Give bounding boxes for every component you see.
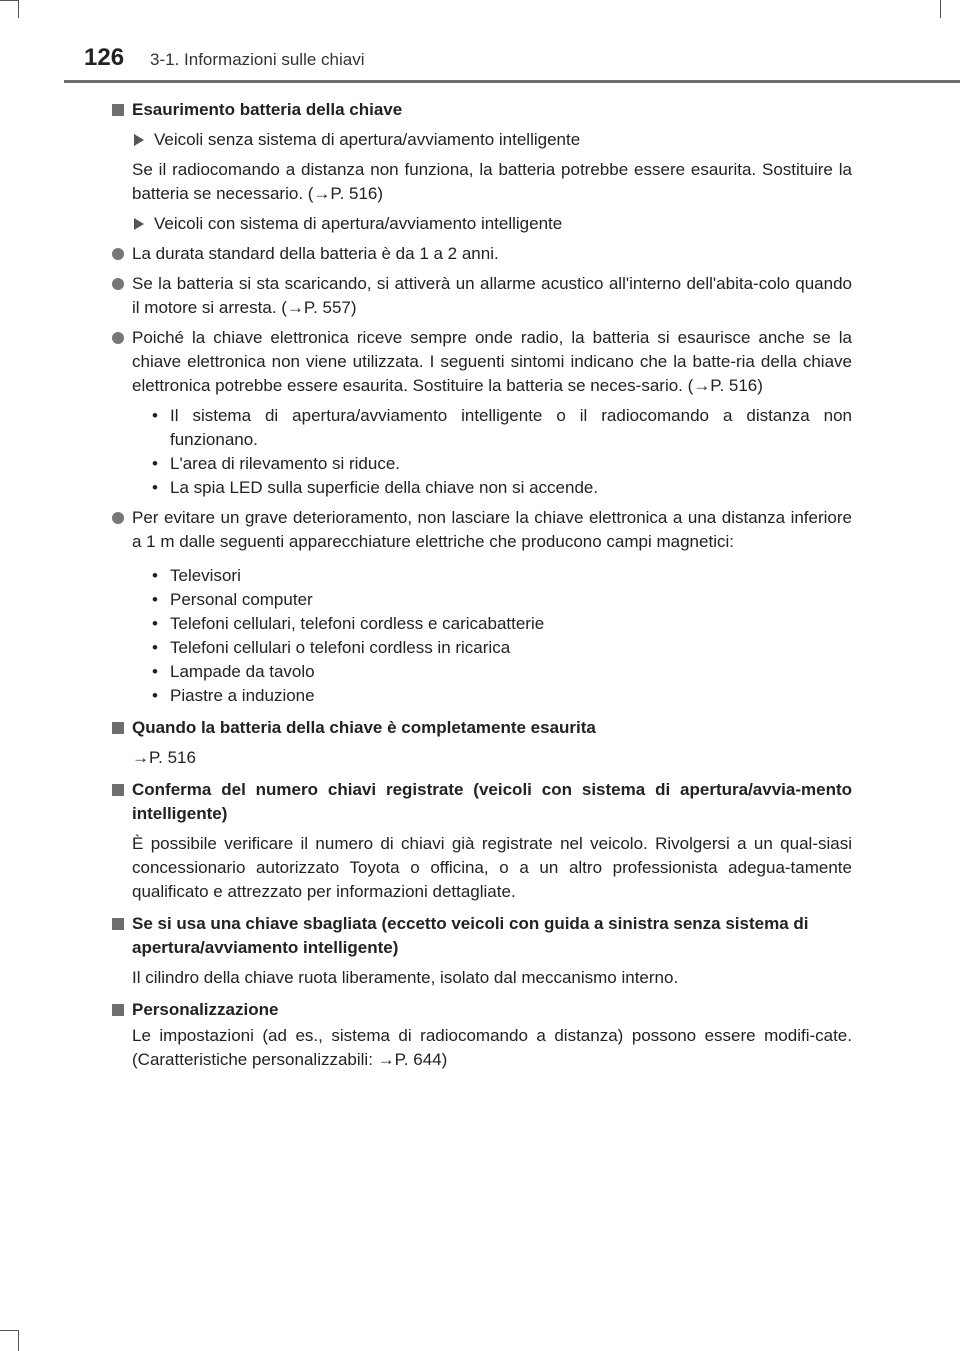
bullet-deterioramento: Per evitare un grave deterioramento, non lasciare la chiave elettronica a una distanza inferiore a 1 m dalle seguenti apparecchiature elettriche che producono campi magnetici: xyxy=(112,506,852,554)
list-item: • Piastre a induzione xyxy=(112,684,852,708)
heading-batteria-esaurita: Quando la batteria della chiave è completamente esaurita xyxy=(112,716,852,740)
list-item: • L'area di rilevamento si riduce. xyxy=(112,452,852,476)
square-bullet-icon xyxy=(112,784,124,796)
bullet-allarme: Se la batteria si sta scaricando, si attiverà un allarme acustico all'interno dell'abita-colo quando il motore si arresta. (→P. 557) xyxy=(112,272,852,320)
subheading-con-sistema: Veicoli con sistema di apertura/avviamento intelligente xyxy=(112,212,852,236)
circle-bullet-icon xyxy=(112,278,124,290)
heading-personalizzazione: Personalizzazione xyxy=(112,998,852,1022)
reference-page: →P. 516 xyxy=(132,748,196,767)
list-item: • Televisori xyxy=(112,564,852,588)
heading-esaurimento: Esaurimento batteria della chiave xyxy=(112,98,852,122)
heading-chiave-sbagliata: Se si usa una chiave sbagliata (eccetto veicoli con guida a sinistra senza sistema di apertura/avviamento intelligente) xyxy=(112,912,852,960)
section-title: 3-1. Informazioni sulle chiavi xyxy=(150,50,365,69)
paragraph-personalizzazione: Le impostazioni (ad es., sistema di radiocomando a distanza) possono essere modifi-cate. (Caratteristiche personalizzabili: →P. 644) xyxy=(132,1026,852,1069)
list-item: • Il sistema di apertura/avviamento intelligente o il radiocomando a distanza non funzionano. xyxy=(112,404,852,452)
list-item: • Lampade da tavolo xyxy=(112,660,852,684)
paragraph-cilindro: Il cilindro della chiave ruota liberamente, isolato dal meccanismo interno. xyxy=(132,968,679,987)
square-bullet-icon xyxy=(112,722,124,734)
list-item: • Telefoni cellulari o telefoni cordless in ricarica xyxy=(112,636,852,660)
triangle-bullet-icon xyxy=(134,218,144,230)
square-bullet-icon xyxy=(112,1004,124,1016)
square-bullet-icon xyxy=(112,918,124,930)
crop-mark-bottom-left-v xyxy=(18,1330,19,1351)
devices-list xyxy=(112,564,852,708)
bullet-onde-radio: Poiché la chiave elettronica riceve sempre onde radio, la batteria si esaurisce anche se la chiave elettronica non viene utilizzata. I seguenti sintomi indicano che la batte-ria della chiave elettronica potrebbe essere esaurita. Sostituire la batteria se neces-sario. (→P. 516) xyxy=(112,326,852,398)
circle-bullet-icon xyxy=(112,332,124,344)
symptoms-list xyxy=(112,404,852,500)
header-rule xyxy=(64,80,960,83)
list-item: • Personal computer xyxy=(112,588,852,612)
square-bullet-icon xyxy=(112,104,124,116)
circle-bullet-icon xyxy=(112,512,124,524)
circle-bullet-icon xyxy=(112,248,124,260)
page-content xyxy=(112,92,852,1072)
crop-mark-bottom-left-h xyxy=(0,1330,18,1331)
bullet-durata: La durata standard della batteria è da 1 a 2 anni. xyxy=(112,242,852,266)
paragraph-conferma: È possibile verificare il numero di chiavi già registrate nel veicolo. Rivolgersi a un qual-siasi concessionario autorizzato Toyota o officina, o a un altro professionista adegua-tamente qualificato e attrezzato per informazioni dettagliate. xyxy=(132,834,852,901)
triangle-bullet-icon xyxy=(134,134,144,146)
page-number: 126 xyxy=(84,44,125,71)
heading-conferma-chiavi: Conferma del numero chiavi registrate (veicoli con sistema di apertura/avvia-mento intelligente) xyxy=(112,778,852,826)
list-item: • La spia LED sulla superficie della chiave non si accende. xyxy=(112,476,852,500)
subheading-senza-sistema: Veicoli senza sistema di apertura/avviamento intelligente xyxy=(112,128,852,152)
page-header xyxy=(0,0,960,84)
list-item: • Telefoni cellulari, telefoni cordless e caricabatterie xyxy=(112,612,852,636)
paragraph-radiocomando: Se il radiocomando a distanza non funziona, la batteria potrebbe essere esaurita. Sostituire la batteria se necessario. (→P. 516) xyxy=(132,160,852,203)
